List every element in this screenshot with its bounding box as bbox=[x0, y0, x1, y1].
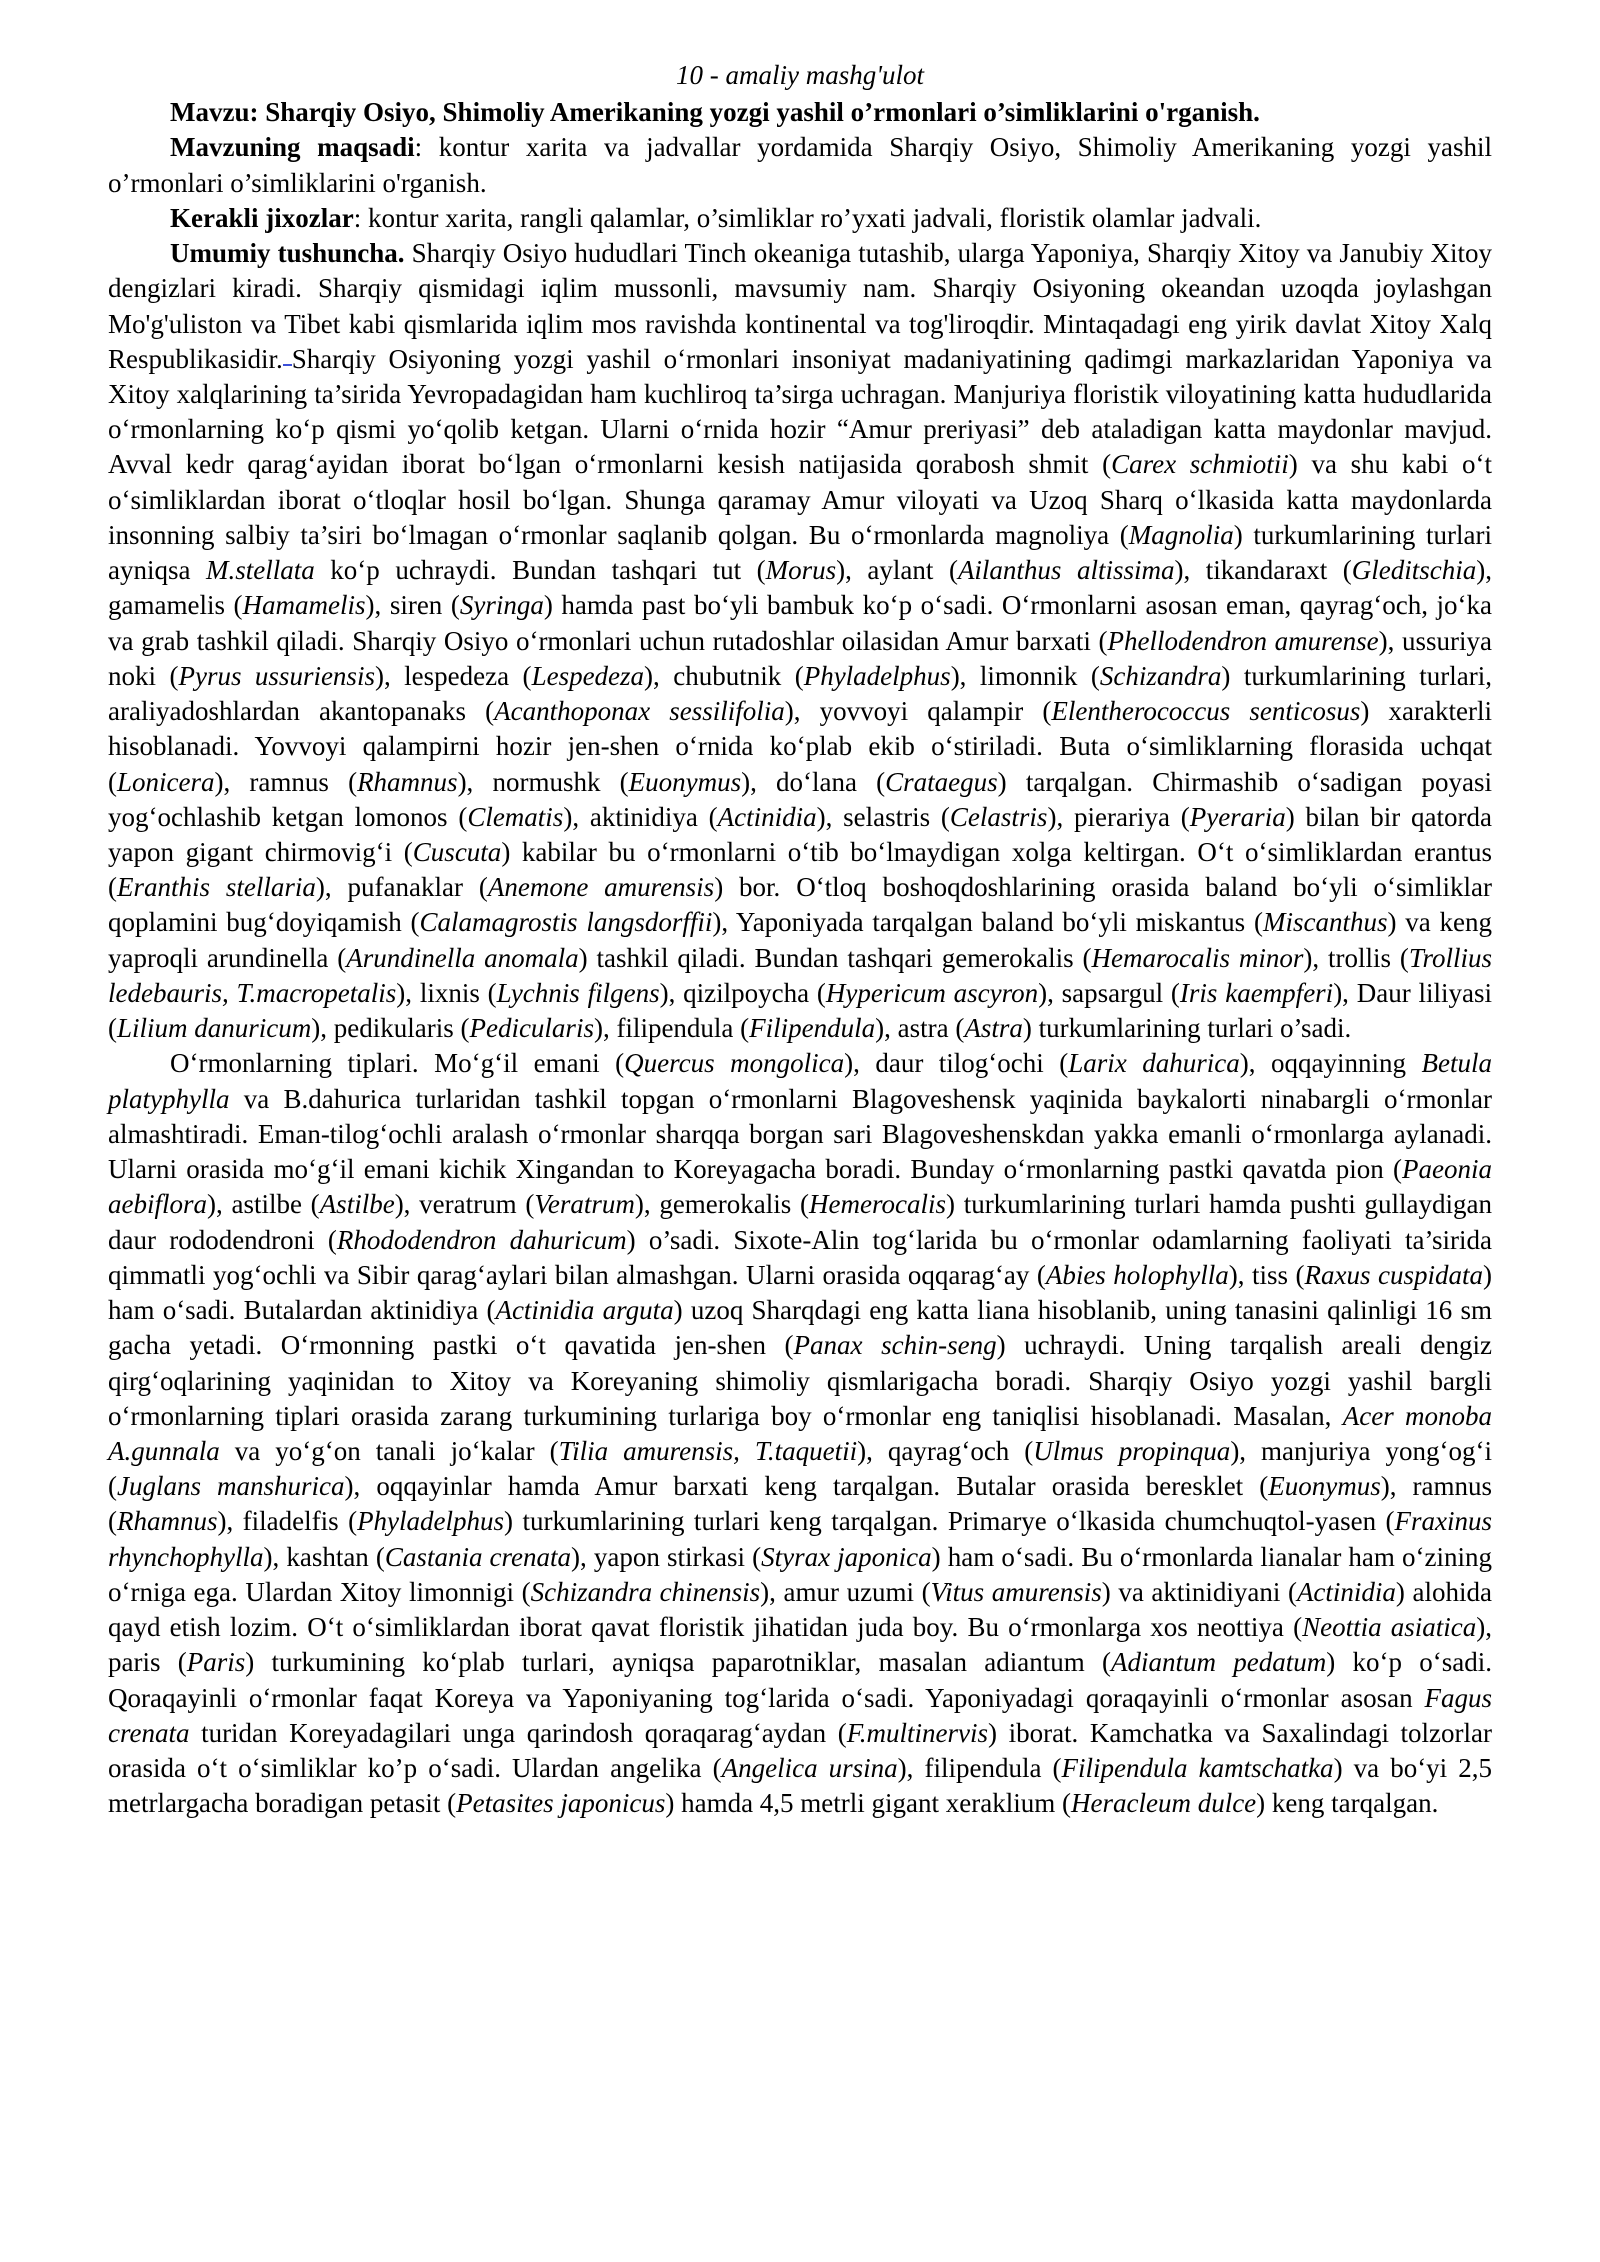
latin-name: Raxus cuspidata bbox=[1304, 1259, 1483, 1290]
body-fragment: ) ham o‘sadi. Bu o‘rmonlarda lianalar ham o‘zining o‘rniga ega. Ulardan Xitoy limonnigi ( bbox=[108, 1541, 1492, 1607]
body-fragment: ), pufanaklar ( bbox=[315, 872, 488, 903]
latin-name: Acanthoponax sessilifolia bbox=[494, 696, 785, 727]
body-fragment: ), gamamelis ( bbox=[108, 555, 1492, 621]
latin-name: Rhamnus bbox=[117, 1506, 218, 1537]
latin-name: Euonymus bbox=[1268, 1471, 1381, 1502]
body-fragment: ), aylant ( bbox=[836, 555, 958, 586]
latin-name: Actinidia bbox=[1296, 1576, 1396, 1607]
body-fragment: ), siren ( bbox=[365, 590, 460, 621]
page-title: 10 - amaliy mashg'ulot bbox=[675, 60, 924, 90]
body-fragment: ), ramnus ( bbox=[108, 1471, 1492, 1537]
latin-name: Trollius ledebauris, T.macropetalis bbox=[108, 942, 1492, 1008]
body-fragment: ), filipendula ( bbox=[593, 1013, 750, 1044]
body-fragment: ), paris ( bbox=[108, 1612, 1492, 1678]
latin-name: Rhamnus bbox=[357, 766, 458, 797]
latin-name: Miscanthus bbox=[1262, 907, 1388, 938]
body-fragment: ), ramnus ( bbox=[214, 766, 358, 797]
body-fragment: ), pierariya ( bbox=[1047, 801, 1190, 832]
general-concept-text-1: Sharqiy Osiyo hududlari Tinch okeaniga tutashib, ularga Yaponiya, Sharqiy Xitoy va Janubiy Xitoy dengizlari kiradi. Sharqiy qismidagi iqlim mussonli, mavsumiy nam. Sharqiy Osiyoning okeandan uzoqda joylashgan Mo'g'uliston va Tibet kabi qismlarida iqlim mos ravishda kontinental va tog'liroqdir. Mintaqadagi eng yirik davlat Xitoy Xalq Respublikasidir. bbox=[108, 238, 1493, 374]
latin-name: Tilia amurensis, T.taquetii bbox=[558, 1436, 858, 1466]
body-fragment: ) uzoq Sharqdagi eng katta liana hisoblanib, uning tanasini qalinligi 16 sm gacha yetadi. O‘rmonning pastki o‘t qavatida jen-shen ( bbox=[108, 1295, 1492, 1361]
body-fragment: ), qayrag‘och ( bbox=[857, 1436, 1034, 1466]
latin-name: Styrax japonica bbox=[761, 1541, 932, 1572]
body-fragment: ), lespedeza ( bbox=[374, 660, 532, 691]
latin-name: Lespedeza bbox=[531, 660, 645, 691]
body-fragment: ), tikandaraxt ( bbox=[1174, 555, 1352, 586]
body-fragment: ) hamda 4,5 metrli gigant xeraklium ( bbox=[665, 1788, 1071, 1819]
body-fragment: ), gemerokalis ( bbox=[634, 1189, 809, 1220]
latin-name: F.multinervis bbox=[846, 1717, 988, 1748]
latin-name: Rhododendron dahuricum bbox=[336, 1224, 627, 1255]
latin-name: Fraxinus rhynchophylla bbox=[108, 1506, 1492, 1572]
latin-name: Elentherococcus senticosus bbox=[1051, 696, 1361, 727]
latin-name: Syringa bbox=[459, 590, 544, 621]
latin-name: Crataegus bbox=[885, 766, 998, 797]
body-fragment: ), Daur liliyasi ( bbox=[108, 977, 1492, 1044]
body-fragment: ) alohida qayd etish lozim. O‘t o‘simliklardan iborat qavat floristik jihatidan juda boy. Bu o‘rmonlarga xos neottiya ( bbox=[108, 1576, 1492, 1643]
body-fragment: turidan Koreyadagilari unga qarindosh qoraqarag‘aydan ( bbox=[189, 1717, 847, 1748]
latin-name: Filipendula kamtschatka bbox=[1061, 1753, 1334, 1784]
latin-name: Adiantum pedatum bbox=[1111, 1647, 1327, 1678]
latin-name: Abies holophylla bbox=[1045, 1259, 1229, 1290]
body-fragment: ko‘p uchraydi. Bundan tashqari tut ( bbox=[314, 555, 766, 586]
latin-name: Betula platyphylla bbox=[108, 1048, 1492, 1114]
latin-name: Schizandra bbox=[1099, 660, 1222, 691]
body-fragment: ), limonnik ( bbox=[950, 660, 1100, 691]
body-fragment: ) bilan bir qatorda yapon gigant chirmovig‘i ( bbox=[108, 801, 1493, 868]
latin-name: Lonicera bbox=[117, 766, 215, 797]
latin-name: Fagus crenata bbox=[108, 1682, 1492, 1748]
latin-name: Actinidia bbox=[717, 801, 817, 832]
latin-name: Morus bbox=[765, 555, 837, 586]
latin-name: Iris kaempferi bbox=[1179, 977, 1334, 1008]
latin-name: M.stellata bbox=[206, 555, 315, 586]
body-fragment: ) turkumlarining turlari hamda pushti gullaydigan daur rododendroni ( bbox=[108, 1189, 1493, 1255]
body-fragment: ), filadelfis ( bbox=[217, 1506, 358, 1537]
forest-types-intro: O‘rmonlarning tiplari. Mo‘g‘il emani ( bbox=[170, 1048, 625, 1079]
body-fragment: ) turkumlarining turlari, araliyadoshlardan akantopanaks ( bbox=[108, 660, 1492, 727]
body-fragment: ), selastris ( bbox=[816, 801, 950, 832]
general-concept-label: Umumiy tushuncha. bbox=[170, 238, 405, 269]
objective-text: : kontur xarita va jadvallar yordamida Sharqiy Osiyo, Shimoliy Amerikaning yozgi yashil o’rmonlari o’simliklarini o'rganish. bbox=[108, 132, 1492, 198]
latin-name: Pyrus ussuriensis bbox=[178, 660, 375, 691]
latin-name: Carex schmiotii bbox=[1111, 449, 1289, 480]
body-fragment: ) va keng yaproqli arundinella ( bbox=[108, 907, 1492, 973]
latin-name: Phellodendron amurense bbox=[1107, 625, 1379, 656]
latin-name: Magnolia bbox=[1128, 519, 1234, 550]
body-fragment: ) kabilar bu o‘rmonlarni o‘tib bo‘lmaydigan xolga keltirgan. O‘t o‘simliklardan erantus ( bbox=[108, 837, 1492, 903]
body-fragment: ), yovvoyi qalampir ( bbox=[784, 696, 1052, 727]
body-fragment: ), chubutnik ( bbox=[644, 660, 804, 691]
topic-label: Mavzu: bbox=[170, 97, 259, 128]
latin-name: Paeonia aebiflora bbox=[108, 1154, 1492, 1220]
latin-name: Hamamelis bbox=[242, 590, 366, 621]
latin-name: Eranthis stellaria bbox=[117, 872, 316, 903]
latin-name: Acer monoba A.gunnala bbox=[108, 1400, 1492, 1466]
body-fragment: ), tiss ( bbox=[1228, 1259, 1305, 1290]
latin-name: Cuscuta bbox=[412, 837, 502, 868]
body-fragment: ), filipendula ( bbox=[897, 1753, 1062, 1784]
latin-name: Ulmus propinqua bbox=[1033, 1436, 1231, 1466]
latin-name: Anemone amurensis bbox=[487, 872, 715, 903]
latin-name: Heracleum dulce bbox=[1070, 1788, 1257, 1819]
body-fragment: ) ko‘p o‘sadi. Qoraqayinli o‘rmonlar faqat Koreya va Yaponiyaning tog‘larida o‘sadi. Yaponiyadagi qoraqayinli o‘rmonlar asosan bbox=[108, 1647, 1492, 1713]
latin-name: Astilbe bbox=[319, 1189, 395, 1220]
latin-name: Hemarocalis minor bbox=[1091, 942, 1304, 973]
general-concept-text-2: Sharqiy Osiyoning yozgi yashil o‘rmonlari insoniyat madaniyatining qadimgi markazlaridan Yaponiya va Xitoy xalqlarining ta’sirida Yevropadagidan ham kuchliroq ta’sirga uchragan. Manjuriya floristik viloyatining katta hududlarida o‘rmonlarning ko‘p qismi yo‘qolib ketgan. Ularni o‘rnida hozir “Amur preriyasi” deb ataladigan katta maydonlar mavjud. Avval kedr qarag‘ayidan iborat bo‘lgan o‘rmonlarni kesish natijasida qorabosh shmit ( bbox=[108, 343, 1492, 480]
body-fragment: ) va aktinidiyani ( bbox=[1101, 1576, 1297, 1607]
latin-name: Panax schin-seng bbox=[793, 1330, 997, 1361]
latin-name: Filipendula bbox=[749, 1013, 876, 1044]
body-fragment: ), astra ( bbox=[875, 1013, 965, 1044]
latin-name: Gleditschia bbox=[1351, 555, 1477, 586]
body-fragment: ), yapon stirkasi ( bbox=[571, 1541, 762, 1572]
latin-name: Lychnis filgens bbox=[496, 977, 660, 1008]
equipment-paragraph bbox=[108, 201, 1492, 236]
body-fragment: ), aktinidiya ( bbox=[563, 801, 718, 832]
latin-name: Schizandra chinensis bbox=[530, 1576, 761, 1607]
topic-heading: Sharqiy Osiyo, Shimoliy Amerikaning yozgi yashil o’rmonlari o’simliklarini o'rganish. bbox=[258, 97, 1260, 128]
body-fragment: ), veratrum ( bbox=[394, 1189, 535, 1220]
body-fragment: ), ussuriya noki ( bbox=[108, 625, 1492, 691]
latin-name: Pyeraria bbox=[1189, 801, 1286, 832]
body-fragment: ), qizilpoycha ( bbox=[659, 977, 826, 1008]
latin-name: Phyladelphus bbox=[357, 1506, 505, 1537]
body-fragment: ), trollis ( bbox=[1303, 942, 1409, 973]
latin-name: Neottia asiatica bbox=[1302, 1612, 1477, 1643]
body-fragment: ) iborat. Kamchatka va Saxalindagi tolzorlar orasida o‘t o‘simliklar ko’p o‘sadi. Ulardan angelika ( bbox=[108, 1717, 1492, 1784]
latin-name: Actinidia arguta bbox=[495, 1295, 674, 1326]
latin-name: Celastris bbox=[949, 801, 1048, 832]
body-fragment: ), pedikularis ( bbox=[311, 1013, 470, 1044]
body-fragment: ) hamda past bo‘yli bambuk ko‘p o‘sadi. O‘rmonlarni asosan eman, qayrag‘och, jo‘ka va grab tashkil qiladi. Sharqiy Osiyo o‘rmonlari uchun rutadoshlar oilasidan Amur barxati ( bbox=[108, 590, 1492, 656]
hyperlink-artifact[interactable] bbox=[283, 364, 292, 366]
latin-name: Lilium danuricum bbox=[117, 1013, 312, 1044]
body-fragment: ), astilbe ( bbox=[207, 1189, 320, 1220]
body-fragment: va B.dahurica turlaridan tashkil topgan o‘rmonlarni Blagoveshensk yaqinida baykalorti ninabargli o‘rmonlar almashtiradi. Eman-tilog‘ochli aralash o‘rmonlar sharqqa borgan sari Blagoveshenskdan yakka emanli o‘rmonlarga aylanadi. Ularni orasida mo‘g‘il emani kichik Xingandan to Koreyagacha boradi. Bunday o‘rmonlarning pastki qavatda pion ( bbox=[108, 1083, 1492, 1185]
body-fragment: ) turkumining ko‘plab turlari, ayniqsa paparotniklar, masalan adiantum ( bbox=[245, 1647, 1112, 1678]
latin-name: Vitus amurensis bbox=[930, 1576, 1102, 1607]
body-fragment: ) bor. O‘tloq boshoqdoshlarining orasida baland bo‘yli o‘simliklar qoplamini bug‘doyiqamish ( bbox=[108, 872, 1492, 938]
body-fragment: ), daur tilog‘ochi ( bbox=[844, 1048, 1069, 1079]
latin-name: Petasites japonicus bbox=[456, 1788, 666, 1819]
latin-name: Clematis bbox=[467, 801, 564, 832]
body-fragment: ) turkumlarining turlari o’sadi. bbox=[1022, 1013, 1352, 1044]
body-fragment: ), do‘lana ( bbox=[741, 766, 886, 797]
latin-name: Veratrum bbox=[534, 1189, 635, 1220]
latin-name: Euonymus bbox=[628, 766, 742, 797]
body-fragment: ) uchraydi. Uning tarqalish areali dengiz qirg‘oqlarining yaqinidan to Xitoy va Koreyaning shimoliy qismlarigacha boradi. Sharqiy Osiyo yozgi yashil bargli o‘rmonlarning tiplari orasida zarang turkumining turlariga boy o‘rmonlar eng taniqlisi hisoblanadi. Masalan, bbox=[108, 1330, 1493, 1431]
body-fragment: ) tarqalgan. Chirmashib o‘sadigan poyasi yog‘ochlashib ketgan lomonos ( bbox=[108, 766, 1492, 832]
body-fragment: ), oqqayinlar hamda Amur barxati keng tarqalgan. Butalar orasida beresklet ( bbox=[344, 1471, 1269, 1502]
latin-name: Pedicularis bbox=[469, 1013, 594, 1044]
latin-name: Larix dahurica bbox=[1068, 1048, 1240, 1079]
body-fragment: ) ham o‘sadi. Butalardan aktinidiya ( bbox=[108, 1259, 1492, 1326]
latin-name: Juglans manshurica bbox=[117, 1471, 345, 1502]
body-fragment: ), oqqayinning bbox=[1239, 1048, 1422, 1079]
topic-paragraph bbox=[108, 95, 1492, 130]
latin-name: Calamagrostis langsdorffii bbox=[419, 907, 713, 938]
latin-name: Phyladelphus bbox=[803, 660, 951, 691]
latin-name: Hemerocalis bbox=[809, 1189, 946, 1220]
latin-name: Ailanthus altissima bbox=[957, 555, 1175, 586]
body-fragment: ) keng tarqalgan. bbox=[1256, 1788, 1439, 1819]
body-fragment: ), kashtan ( bbox=[263, 1541, 385, 1572]
latin-name: Quercus mongolica bbox=[624, 1048, 845, 1079]
body-fragment: ), normushk ( bbox=[457, 766, 629, 797]
body-fragment: ), amur uzumi ( bbox=[760, 1576, 931, 1607]
body-fragment: ), sapsargul ( bbox=[1038, 977, 1180, 1008]
latin-name: Angelica ursina bbox=[721, 1753, 898, 1784]
latin-name: Astra bbox=[964, 1013, 1023, 1044]
body-fragment: ), Yaponiyada tarqalgan baland bo‘yli miskantus ( bbox=[712, 907, 1263, 938]
body-fragment: ), lixnis ( bbox=[396, 977, 497, 1008]
equipment-text: : kontur xarita, rangli qalamlar, o’simliklar ro’yxati jadvali, floristik olamlar jadvali. bbox=[353, 202, 1262, 233]
body-fragment: ) va shu kabi o‘t o‘simliklardan iborat o‘tloqlar hosil bo‘lgan. Shunga qaramay Amur viloyati va Uzoq Sharq o‘lkasida katta maydonlarda insonning salbiy ta’siri bo‘lmagan o‘rmonlar saqlanib qolgan. Bu o‘rmonlarda magnoliya ( bbox=[108, 449, 1492, 550]
equipment-label: Kerakli jixozlar bbox=[170, 202, 354, 233]
forest-types-paragraph bbox=[108, 1046, 1492, 1821]
latin-name: Hypericum ascyron bbox=[825, 977, 1039, 1008]
body-fragment: ) tashkil qiladi. Bundan tashqari gemerokalis ( bbox=[578, 942, 1092, 973]
latin-name: Arundinella anomala bbox=[346, 942, 579, 973]
body-fragment: ) xarakterli hisoblanadi. Yovvoyi qalampirni hozir jen-shen o‘rnida ko‘plab ekib o‘stiriladi. Buta o‘simliklarning florasida uchqat ( bbox=[108, 696, 1492, 797]
body-fragment: ) va bo‘yi 2,5 metrlargacha boradigan petasit ( bbox=[108, 1753, 1493, 1819]
objective-paragraph bbox=[108, 130, 1492, 200]
general-concept-paragraph bbox=[108, 236, 1492, 1046]
body-fragment: ) turkumlarining turlari keng tarqalgan. Primarye o‘lkasida chumchuqtol-yasen ( bbox=[504, 1506, 1395, 1537]
objective-label: Mavzuning maqsadi bbox=[170, 132, 415, 163]
body-fragment: ) turkumlarining turlari ayniqsa bbox=[108, 519, 1493, 586]
body-fragment: ) o’sadi. Sixote-Alin tog‘larida bu o‘rmonlar odamlarning faoliyati ta’sirida qimmatli yog‘ochli va Sibir qarag‘aylari bilan almashgan. Ularni orasida oqqarag‘ay ( bbox=[108, 1224, 1493, 1290]
latin-name: Castania crenata bbox=[384, 1541, 572, 1572]
body-fragment: ), manjuriya yong‘og‘i ( bbox=[108, 1436, 1492, 1502]
body-fragment: va yo‘g‘on tanali jo‘kalar ( bbox=[219, 1436, 559, 1466]
latin-name: Paris bbox=[186, 1647, 246, 1678]
